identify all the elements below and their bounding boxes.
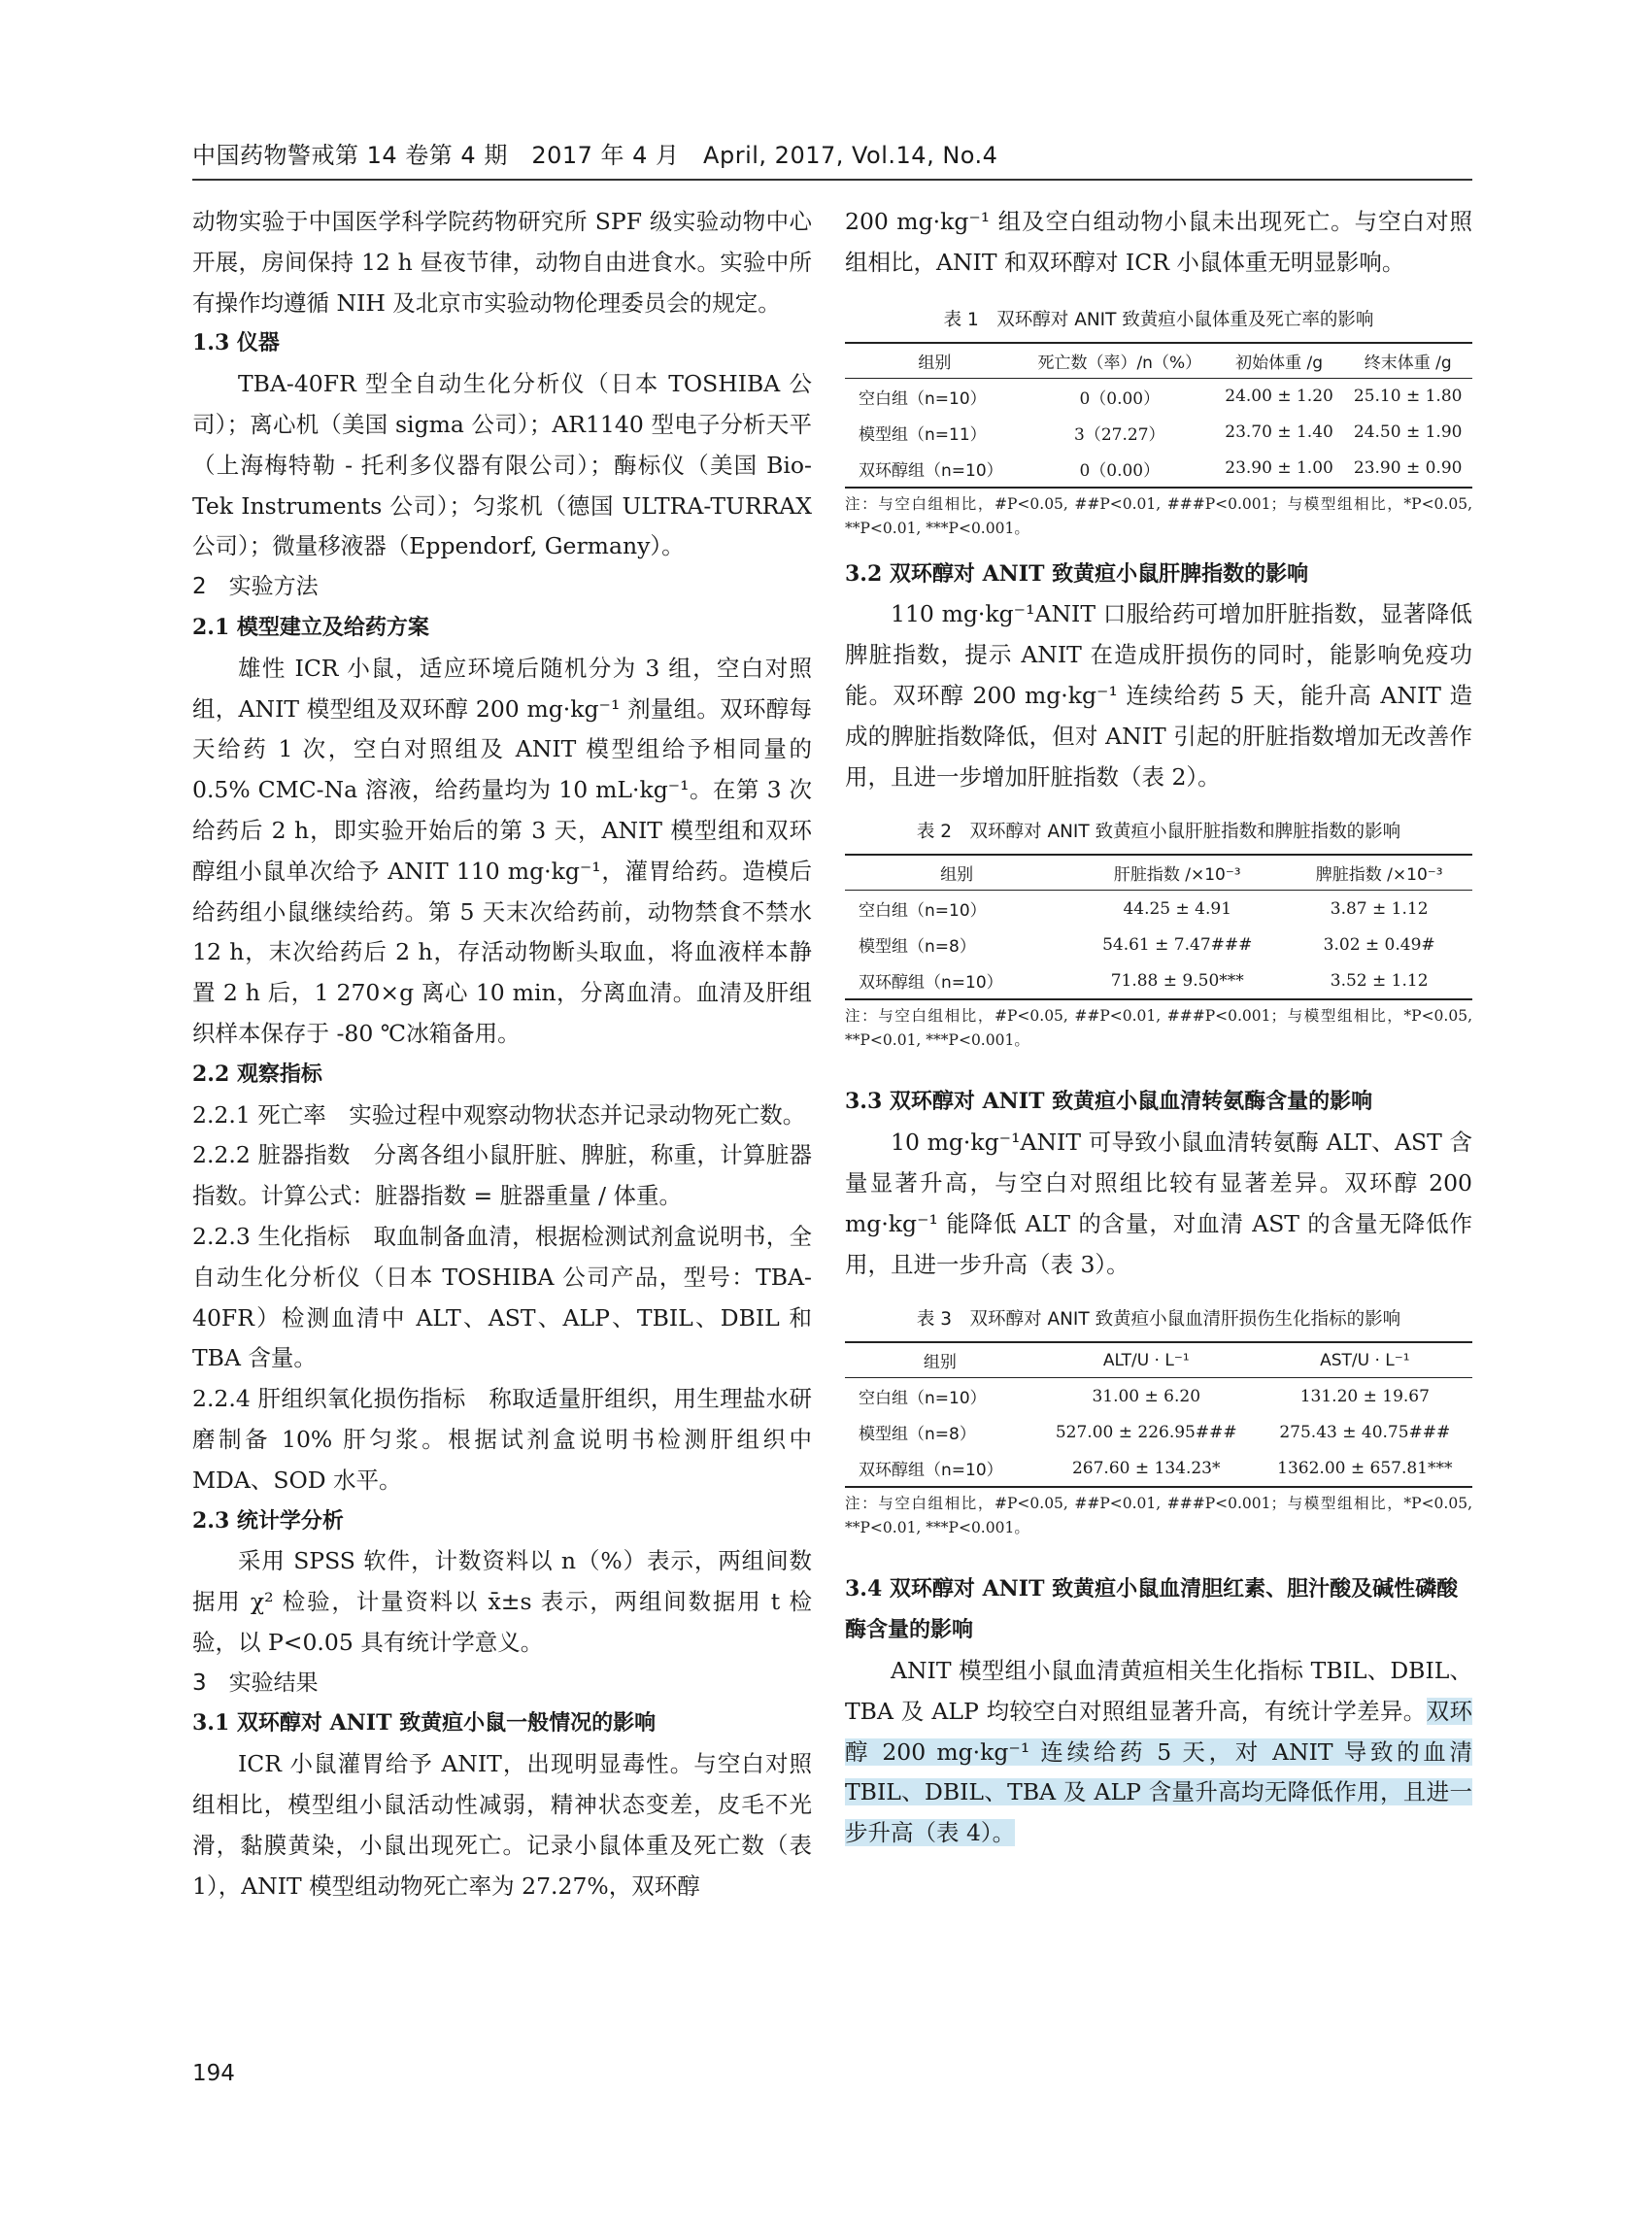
table-cell: 131.20 ± 19.67 — [1299, 1386, 1430, 1406]
paragraph-bilirubin — [845, 1651, 1472, 1854]
table-row — [845, 1450, 1472, 1487]
table-cell: 双环醇组（n=10） — [845, 1450, 1035, 1487]
highlighted-text[interactable]: 双环醇 200 mg·kg⁻¹ 连续给药 5 天，对 ANIT 导致的血清 TBIL、DBIL、TBA 及 ALP 含量升高均无降低作用，且进一步升高（表 4）。 — [845, 1697, 1473, 1847]
section-1-3-heading: 1.3 仪器 — [192, 330, 280, 356]
table-cell: 模型组（n=8） — [859, 937, 976, 958]
table-cell: 23.70 ± 1.40 — [1225, 422, 1333, 443]
table-row — [845, 415, 1472, 451]
table-header-cell: AST/U · L⁻¹ — [1258, 1342, 1472, 1378]
table-3 — [845, 1341, 1472, 1488]
table-2-note: 注：与空白组相比，#P<0.05, ##P<0.01, ###P<0.001；与模型组相比，*P<0.05, **P<0.01, ***P<0.001。 — [845, 1007, 1472, 1050]
table-row — [845, 1414, 1472, 1450]
table-header-cell: 初始体重 /g — [1215, 343, 1344, 379]
table-1-note: 注：与空白组相比，#P<0.05, ##P<0.01, ###P<0.001；与模型组相比，*P<0.05, **P<0.01, ***P<0.001。 — [845, 494, 1472, 537]
paragraph-bilirubin-text: ANIT 模型组小鼠血清黄疸相关生化指标 TBIL、DBIL、TBA 及 ALP 均较空白对照组显著升高，有统计学差异。 — [845, 1656, 1472, 1725]
right-column — [845, 202, 1472, 1854]
table-header-cell: 终末体重 /g — [1343, 343, 1472, 379]
table-cell: 空白组（n=10） — [859, 901, 987, 922]
table-header-cell: 组别 — [845, 1342, 1035, 1378]
paragraph-animal-facility: 动物实验于中国医学科学院药物研究所 SPF 级实验动物中心开展，房间保持 12 h 昼夜节律，动物自由进食水。实验中所有操作均遵循 NIH 及北京市实验动物伦理委员会的规定。 — [192, 208, 812, 317]
section-3-3-heading: 3.3 双环醇对 ANIT 致黄疸小鼠血清转氨酶含量的影响 — [845, 1089, 1373, 1115]
table-cell: 空白组（n=10） — [859, 1389, 987, 1409]
table-cell: 1362.00 ± 657.81*** — [1258, 1450, 1472, 1487]
table-row — [845, 1378, 1472, 1415]
table-cell: 23.90 ± 1.00 — [1215, 451, 1344, 488]
table-3-caption: 表 3 双环醇对 ANIT 致黄疸小鼠血清肝损伤生化指标的影响 — [916, 1309, 1401, 1331]
table-cell: 3.02 ± 0.49# — [1323, 934, 1435, 955]
paragraph-general-condition: ICR 小鼠灌胃给予 ANIT，出现明显毒性。与空白对照组相比，模型组小鼠活动性减弱，精神状态变差，皮毛不光滑，黏膜黄染，小鼠出现死亡。记录小鼠体重及死亡数（表 1），ANIT 模型组动物死亡率为 27.27%，双环醇 — [192, 1750, 812, 1900]
table-cell: 双环醇组（n=10） — [845, 451, 1025, 488]
table-cell: 3（27.27） — [1074, 424, 1165, 445]
table-1 — [845, 342, 1472, 489]
table-row — [845, 451, 1472, 488]
table-2 — [845, 854, 1472, 1000]
paragraph-transaminase: 10 mg·kg⁻¹ANIT 可导致小鼠血清转氨酶 ALT、AST 含量显著升高，与空白对照组比较有显著差异。双环醇 200 mg·kg⁻¹ 能降低 ALT 的含量，对血清 AST 的含量无降低作用，且进一步升高（表 3）。 — [845, 1129, 1472, 1278]
table-cell: 3.52 ± 1.12 — [1286, 962, 1472, 999]
table-cell: 54.61 ± 7.47### — [1102, 934, 1253, 955]
table-cell: 双环醇组（n=10） — [845, 962, 1068, 999]
paragraph-mortality-continued: 200 mg·kg⁻¹ 组及空白组动物小鼠未出现死亡。与空白对照组相比，ANIT 和双环醇对 ICR 小鼠体重无明显影响。 — [845, 208, 1472, 276]
table-row — [845, 378, 1472, 415]
table-cell: 3.87 ± 1.12 — [1330, 898, 1429, 919]
table-cell: 44.25 ± 4.91 — [1123, 898, 1232, 919]
table-header-cell: 组别 — [845, 855, 1068, 891]
table-cell: 275.43 ± 40.75### — [1279, 1422, 1451, 1442]
table-cell: 0（0.00） — [1025, 451, 1215, 488]
section-3-2-heading: 3.2 双环醇对 ANIT 致黄疸小鼠肝脾指数的影响 — [845, 560, 1309, 587]
table-cell: 23.90 ± 0.90 — [1343, 451, 1472, 488]
table-cell: 527.00 ± 226.95### — [1055, 1422, 1237, 1442]
paragraph-organ-index: 110 mg·kg⁻¹ANIT 口服给药可增加肝脏指数，显著降低脾脏指数，提示 ANIT 在造成肝损伤的同时，能影响免疫功能。双环醇 200 mg·kg⁻¹ 连续给药 5 天，能升高 ANIT 造成的脾脏指数降低，但对 ANIT 引起的肝脏指数增加无改善作用，且进一步增加肝脏指数（表 2）。 — [845, 600, 1472, 791]
table-row — [845, 891, 1472, 928]
page-number: 194 — [192, 2061, 235, 2086]
paragraph-2-2-4: 2.2.4 肝组织氧化损伤指标 称取适量肝组织，用生理盐水研磨制备 10% 肝匀浆。根据试剂盒说明书检测肝组织中 MDA、SOD 水平。 — [192, 1385, 812, 1494]
table-cell: 0（0.00） — [1079, 388, 1161, 409]
paragraph-2-2-3: 2.2.3 生化指标 取血制备血清，根据检测试剂盒说明书，全自动生化分析仪（日本 TOSHIBA 公司产品，型号：TBA-40FR）检测血清中 ALT、AST、ALP、TBIL、DBIL 和 TBA 含量。 — [192, 1222, 812, 1372]
table-row — [845, 927, 1472, 962]
table-cell: 24.50 ± 1.90 — [1353, 422, 1463, 443]
paragraph-2-2-1: 2.2.1 死亡率 实验过程中观察动物状态并记录动物死亡数。 — [192, 1100, 806, 1129]
table-cell: 模型组（n=8） — [859, 1425, 976, 1445]
table-2-caption: 表 2 双环醇对 ANIT 致黄疸小鼠肝脏指数和脾脏指数的影响 — [916, 822, 1401, 843]
header-rule — [192, 179, 1472, 181]
table-row — [845, 962, 1472, 999]
section-2-heading: 2 实验方法 — [192, 574, 319, 600]
table-cell: 空白组（n=10） — [859, 388, 987, 409]
paragraph-statistics: 采用 SPSS 软件，计数资料以 n（%）表示，两组间数据用 χ² 检验，计量资料以 x̄±s 表示，两组间数据用 t 检验，以 P<0.05 具有统计学意义。 — [192, 1547, 812, 1656]
paragraph-instruments: TBA-40FR 型全自动生化分析仪（日本 TOSHIBA 公司）；离心机（美国 sigma 公司）；AR1140 型电子分析天平（上海梅特勒 - 托利多仪器有限公司）；酶标仪（美国 Bio-Tek Instruments 公司）；匀浆机（德国 ULTRA-TURRAX 公司）；微量移液器（Eppendorf, Germany）。 — [192, 370, 812, 560]
section-2-1-heading: 2.1 模型建立及给药方案 — [192, 614, 429, 640]
table-header-cell: ALT/U · L⁻¹ — [1035, 1342, 1258, 1378]
section-3-heading: 3 实验结果 — [192, 1670, 319, 1696]
table-cell: 31.00 ± 6.20 — [1092, 1386, 1201, 1406]
left-column — [192, 202, 812, 1906]
section-2-2-heading: 2.2 观察指标 — [192, 1061, 322, 1087]
table-cell: 25.10 ± 1.80 — [1353, 387, 1463, 407]
section-3-1-heading: 3.1 双环醇对 ANIT 致黄疸小鼠一般情况的影响 — [192, 1710, 657, 1737]
table-cell: 71.88 ± 9.50*** — [1068, 962, 1286, 999]
paragraph-2-2-2: 2.2.2 脏器指数 分离各组小鼠肝脏、脾脏，称重，计算脏器指数。计算公式：脏器指数 = 脏器重量 / 体重。 — [192, 1141, 812, 1210]
running-header: 中国药物警戒第 14 卷第 4 期 2017 年 4 月 April, 2017, Vol.14, No.4 — [192, 142, 998, 169]
table-header-cell: 脾脏指数 /×10⁻³ — [1286, 855, 1472, 891]
table-header-cell: 组别 — [845, 343, 1025, 379]
paragraph-model-dosing: 雄性 ICR 小鼠，适应环境后随机分为 3 组，空白对照组，ANIT 模型组及双环醇 200 mg·kg⁻¹ 剂量组。双环醇每天给药 1 次，空白对照组及 ANIT 模型组给予相同量的 0.5% CMC-Na 溶液，给药量均为 10 mL·kg⁻¹。在第 3 次给药后 2 h，即实验开始后的第 3 天，ANIT 模型组和双环醇组小鼠单次给予 ANIT 110 mg·kg⁻¹，灌胃给药。造模后给药组小鼠继续给药。第 5 天末次给药前，动物禁食不禁水 12 h，末次给药后 2 h，存活动物断头取血，将血液样本静置 2 h 后，1 270×g 离心 10 min，分离血清。血清及肝组织样本保存于 -80 ℃冰箱备用。 — [192, 654, 812, 1047]
table-3-note: 注：与空白组相比，#P<0.05, ##P<0.01, ###P<0.001；与模型组相比，*P<0.05, **P<0.01, ***P<0.001。 — [845, 1495, 1472, 1537]
section-3-4-heading: 3.4 双环醇对 ANIT 致黄疸小鼠血清胆红素、胆汁酸及碱性磷酸酶含量的影响 — [845, 1576, 1459, 1643]
table-header-cell: 死亡数（率）/n（%） — [1025, 343, 1215, 379]
table-cell: 267.60 ± 134.23* — [1035, 1450, 1258, 1487]
table-cell: 24.00 ± 1.20 — [1225, 387, 1333, 407]
table-1-caption: 表 1 双环醇对 ANIT 致黄疸小鼠体重及死亡率的影响 — [943, 309, 1374, 330]
section-2-3-heading: 2.3 统计学分析 — [192, 1507, 344, 1534]
table-cell: 模型组（n=11） — [859, 424, 987, 445]
table-header-cell: 肝脏指数 /×10⁻³ — [1068, 855, 1286, 891]
